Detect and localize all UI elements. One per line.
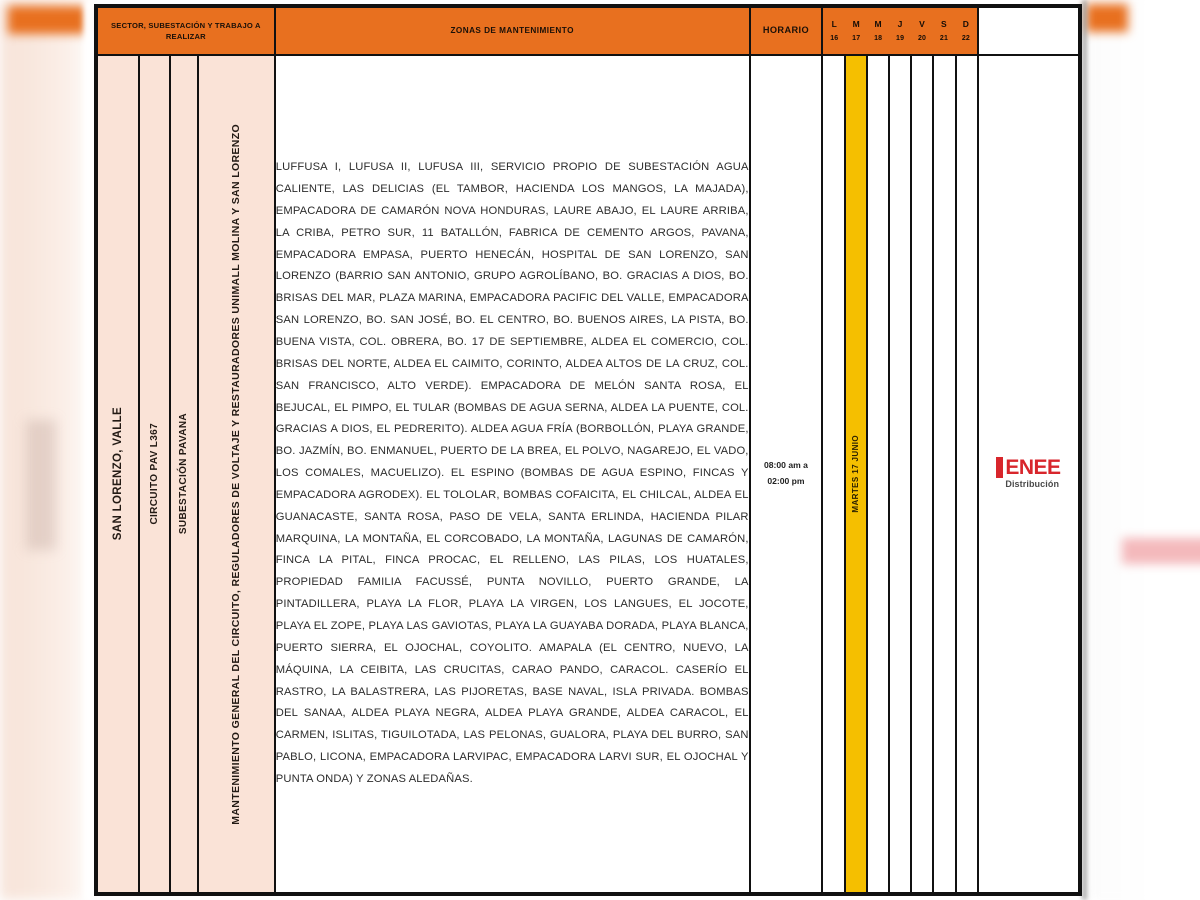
backdrop-right-pink-bar — [1122, 538, 1200, 564]
cell-trabajo — [198, 55, 275, 893]
header-horario: HORARIO — [750, 7, 823, 55]
header-week-days — [822, 7, 978, 55]
day-letter-l: L — [823, 8, 845, 32]
backdrop-right-panel — [1088, 0, 1200, 900]
cell-circuito — [139, 55, 169, 893]
day-number-21: 21 — [933, 32, 955, 54]
maintenance-schedule-sheet — [94, 4, 1082, 896]
subestacion-label: SUBESTACIÓN PAVANA — [178, 413, 190, 535]
week-days-table — [823, 8, 977, 54]
cell-horario — [750, 55, 823, 893]
highlighted-day-label: MARTES 17 JUNIO — [851, 435, 861, 513]
cell-subestacion — [170, 55, 198, 893]
schedule-table — [96, 6, 1080, 894]
day-letter-s: S — [933, 8, 955, 32]
header-zonas-de-mantenimiento: ZONAS DE MANTENIMIENTO — [275, 7, 750, 55]
day-cell-16[interactable] — [822, 55, 844, 893]
cell-zonas-de-mantenimiento — [275, 55, 750, 893]
day-cell-22[interactable] — [956, 55, 978, 893]
enee-logo-wordmark: ENEE — [1005, 455, 1061, 479]
sector-label: SAN LORENZO, VALLE — [112, 407, 125, 541]
header-sector-subestacion-trabajo: SECTOR, SUBESTACIÓN Y TRABAJO A REALIZAR — [97, 7, 275, 55]
backdrop-right-seam — [1082, 0, 1087, 900]
day-letter-v: V — [911, 8, 933, 32]
trabajo-label: MANTENIMIENTO GENERAL DEL CIRCUITO, REGULADORES DE VOLTAJE Y RESTAURADORES UNIMALL MOLINA Y SAN LORENZO — [229, 123, 242, 825]
day-number-17: 17 — [845, 32, 867, 54]
cell-sector — [97, 55, 139, 893]
day-cell-21[interactable] — [933, 55, 955, 893]
day-cell-17-highlighted[interactable] — [845, 55, 867, 893]
enee-logo-subtitle: Distribución — [1005, 478, 1060, 489]
day-cell-20[interactable] — [911, 55, 933, 893]
week-day-numbers-row — [823, 32, 977, 54]
day-cell-19[interactable] — [889, 55, 911, 893]
table-header-row — [97, 7, 1079, 55]
day-letter-m1: M — [845, 8, 867, 32]
horario-end: 02:00 pm — [767, 476, 805, 486]
circuito-label: CIRCUITO PAV L367 — [149, 423, 161, 525]
day-number-20: 20 — [911, 32, 933, 54]
day-number-22: 22 — [955, 32, 977, 54]
week-day-letters-row — [823, 8, 977, 32]
backdrop-left-orange-banner — [8, 6, 86, 34]
backdrop-left-smudge — [26, 420, 56, 550]
zonas-text: LUFFUSA I, LUFUSA II, LUFUSA III, SERVICIO PROPIO DE SUBESTACIÓN AGUA CALIENTE, LAS DELICIAS (EL TAMBOR, HACIENDA LOS MANGOS, LA MAJADA), EMPACADORA DE CAMARÓN NOVA HONDURAS, LAURE ABAJO, EL LAURE ARRIBA, LA CRIBA, PETRO SUR, 11 BATALLÓN, FABRICA DE CEMENTO ARGOS, PAVANA, EMPACADORA EMPASA, PUERTO HENECÁN, HOSPITAL DE SAN LORENZO, SAN LORENZO (BARRIO SAN ANTONIO, GRUPO AGROLÍBANO, BO. GRACIAS A DIOS, BO. BRISAS DEL MAR, PLAZA MARINA, EMPACADORA PACIFIC DEL VALLE, EMPACADORA SAN LORENZO, BO. SAN JOSÉ, BO. EL CENTRO, BO. BUENOS AIRES, LA PISTA, BO. BUENA VISTA, COL. OBRERA, BO. 17 DE SEPTIEMBRE, ALDEA EL COMERCIO, COL. BRISAS DEL NORTE, ALDEA EL CAIMITO, CORINTO, ALDEA ALTOS DE LA CRUZ, COL. SAN FRANCISCO, ALTO VERDE). EMPACADORA DE MELÓN SANTA ROSA, EL BEJUCAL, EL PIMPO, EL TULAR (BOMBAS DE AGUA SERNA, ALDEA LA PUENTE, COL. GRACIAS A DIOS, EL PEDRERITO). ALDEA AGUA FRÍA (BORBOLLÓN, PLAYA GRANDE, BO. JAZMÍN, BO. ENMANUEL, PUERTO DE LA BREA, EL POLVO, NAGAREJO, EL VADO, LOS COMALES, MACUELIZO). EL ESPINO (BOMBAS DE AGUA ESPINO, FINCAS Y EMPACADORA AGRODEX). EL TOLOLAR, BOMBAS COFAICITA, EL CHILCAL, ALDEA EL GUANACASTE, SANTA ROSA, PASO DE VELA, SANTA ERLINDA, HACIENDA PILAR MARQUINA, LA MONTAÑA, EL CORCOBADO, LA MONTAÑA, LAGUNAS DE CAMARÓN, FINCA LA PITAL, FINCA PROCAC, EL RELLENO, LAS PILAS, LOS HUATALES, PROPIEDAD FAMILIA FACUSSÉ, PUNTA NOVILLO, PUERTO GRANDE, LA PINTADILLERA, PLAYA LA FLOR, PLAYA LA VIRGEN, LOS LANGUES, EL JOCOTE, PLAYA EL ZOPE, PLAYA LAS GAVIOTAS, PLAYA LA GUAYABA DORADA, PLAYA BLANCA, PUERTO SIERRA, EL OJOCHAL, COYOLITO. AMAPALA (EL CENTRO, NUEVO, LA MÁQUINA, LA CEIBITA, LAS CRUCITAS, CARAO PANDO, CARACOL. CASERÍO EL RASTRO, LA BALASTRERA, LAS PIJORETAS, BASE NAVAL, ISLA PRIVADA. BOMBAS DEL SANAA, ALDEA PLAYA NEGRA, ALDEA PLAYA GRANDE, ALDEA CARACOL, EL CARMEN, ISLITAS, TIGUILOTADA, LAS PELONAS, GUALORA, PLAYA DEL BURRO, SAN PABLO, LICONA, EMPACADORA LARVIPAC, EMPACADORA LARVI SUR, EL OJOCHAL Y PUNTA ONDA) Y ZONAS ALEDAÑAS. — [275, 161, 749, 785]
cell-logo — [978, 55, 1079, 893]
backdrop-right-orange-banner — [1086, 4, 1128, 32]
day-letter-j: J — [889, 8, 911, 32]
table-row — [97, 55, 1079, 893]
header-logo-spacer — [978, 7, 1079, 55]
backdrop-left-seam — [84, 0, 94, 900]
day-cell-18[interactable] — [867, 55, 889, 893]
horario-start: 08:00 am a — [763, 460, 808, 471]
day-letter-m2: M — [867, 8, 889, 32]
enee-logo — [996, 457, 1060, 489]
enee-logo-bar-icon — [996, 457, 1003, 478]
day-number-19: 19 — [889, 32, 911, 54]
day-letter-d: D — [955, 8, 977, 32]
day-number-16: 16 — [823, 32, 845, 54]
day-number-18: 18 — [867, 32, 889, 54]
enee-logo-mark — [996, 457, 1060, 478]
